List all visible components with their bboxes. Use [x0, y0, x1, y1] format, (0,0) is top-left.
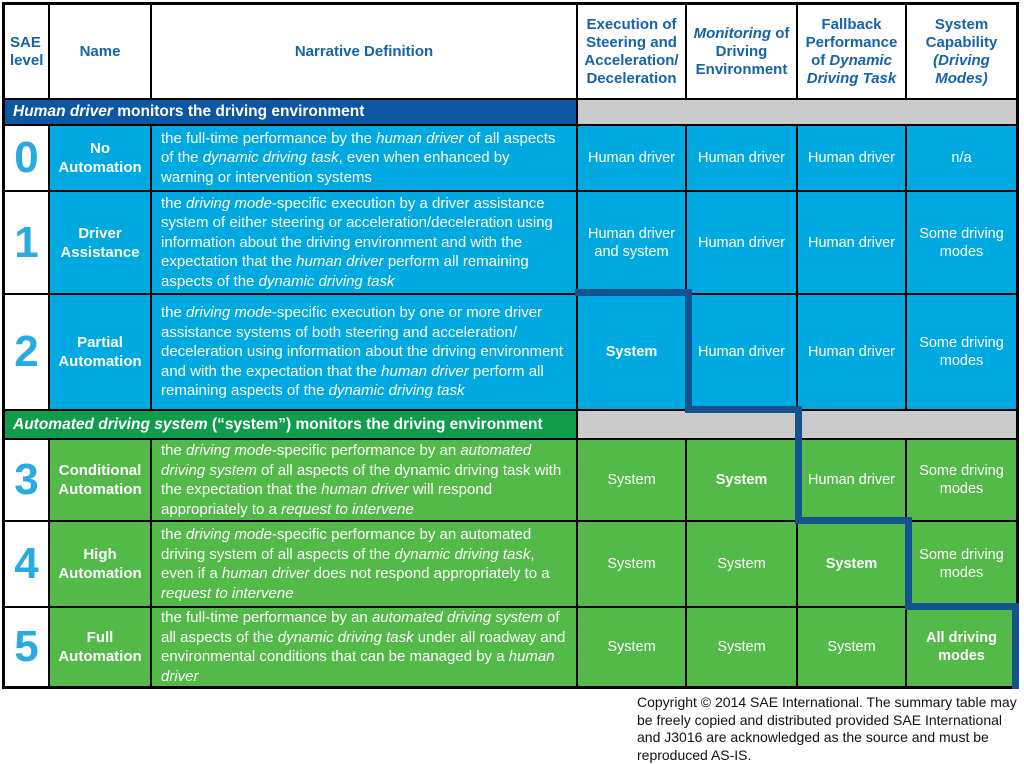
cell-fallback-5: System: [798, 608, 905, 686]
step-line-h1: [575, 289, 692, 296]
narrative-4: the driving mode-specific performance by an automated driving system of all aspects of the dynamic driving task, even if a human driver does not respond appropriately to a request to intervene: [152, 522, 576, 606]
copyright-notice: Copyright © 2014 SAE International. The summary table may be freely copied and distributed provided SAE International and J3016 are acknowledged as the source and must be reproduced AS-IS.: [637, 694, 1017, 763]
narrative-3: the driving mode-specific performance by an automated driving system of all aspects of the dynamic driving task with the expectation that the human driver will respond appropriately to a request to intervene: [152, 440, 576, 520]
level-number-5: 5: [5, 608, 48, 686]
cell-monitoring-3: System: [687, 440, 796, 520]
cell-execution-3: System: [578, 440, 685, 520]
cell-execution-0: Human driver: [578, 126, 685, 190]
header-execution: Execution of Steering and Acceleration/ Deceleration: [578, 5, 685, 98]
level-number-4: 4: [5, 522, 48, 606]
step-line-v2: [795, 406, 802, 524]
cell-monitoring-0: Human driver: [687, 126, 796, 190]
section-band-human-driver: Human driver monitors the driving environment: [5, 100, 576, 124]
narrative-5: the full-time performance by an automated driving system of all aspects of the dynamic driving task under all roadway and environmental conditions that can be managed by a human driver: [152, 608, 576, 686]
cell-monitoring-4: System: [687, 522, 796, 606]
cell-execution-4: System: [578, 522, 685, 606]
section-band-gray-top: [578, 100, 1016, 124]
header-narrative-definition: Narrative Definition: [152, 5, 576, 98]
step-line-v1: [685, 289, 692, 413]
step-line-v3: [905, 517, 912, 610]
cell-monitoring-2: Human driver: [687, 295, 796, 409]
header-monitoring: Monitoring of Driving Environment: [687, 5, 796, 98]
narrative-2: the driving mode-specific execution by one or more driver assistance systems of both steering and acceleration/ deceleration using information about the driving environment and with the expectation that the human driver perform all remaining aspects of the dynamic driving task: [152, 295, 576, 409]
cell-execution-5: System: [578, 608, 685, 686]
narrative-1: the driving mode-specific execution by a driver assistance system of either steering or acceleration/deceleration using information about the driving environment and with the expectation that the human driver perform all remaining aspects of the dynamic driving task: [152, 192, 576, 293]
cell-capability-3: Some driving modes: [907, 440, 1016, 520]
level-name-1: Driver Assistance: [50, 192, 150, 293]
cell-fallback-1: Human driver: [798, 192, 905, 293]
cell-fallback-3: Human driver: [798, 440, 905, 520]
cell-capability-1: Some driving modes: [907, 192, 1016, 293]
cell-capability-5: All driving modes: [907, 608, 1016, 686]
sae-levels-table: [2, 2, 1019, 689]
narrative-0: the full-time performance by the human driver of all aspects of the dynamic driving task, even when enhanced by warning or intervention systems: [152, 126, 576, 190]
cell-monitoring-1: Human driver: [687, 192, 796, 293]
level-number-2: 2: [5, 295, 48, 409]
level-name-5: Full Automation: [50, 608, 150, 686]
level-number-1: 1: [5, 192, 48, 293]
header-fallback: Fallback Performance of Dynamic Driving Task: [798, 5, 905, 98]
section-band-automated-system: Automated driving system (“system”) monitors the driving environment: [5, 411, 576, 438]
step-line-h4: [905, 603, 1019, 610]
header-sae-level: SAE level: [5, 5, 48, 98]
cell-capability-0: n/a: [907, 126, 1016, 190]
level-number-0: 0: [5, 126, 48, 190]
header-system-capability: System Capability (Driving Modes): [907, 5, 1016, 98]
cell-execution-2: System: [578, 295, 685, 409]
level-name-3: Conditional Automation: [50, 440, 150, 520]
header-name: Name: [50, 5, 150, 98]
level-name-2: Partial Automation: [50, 295, 150, 409]
step-line-v4: [1012, 603, 1019, 689]
cell-capability-2: Some driving modes: [907, 295, 1016, 409]
cell-fallback-2: Human driver: [798, 295, 905, 409]
cell-fallback-0: Human driver: [798, 126, 905, 190]
step-line-h3: [795, 517, 912, 524]
cell-execution-1: Human driver and system: [578, 192, 685, 293]
cell-capability-4: Some driving modes: [907, 522, 1016, 606]
step-line-h2: [685, 406, 802, 413]
level-name-0: No Automation: [50, 126, 150, 190]
level-name-4: High Automation: [50, 522, 150, 606]
level-number-3: 3: [5, 440, 48, 520]
cell-fallback-4: System: [798, 522, 905, 606]
cell-monitoring-5: System: [687, 608, 796, 686]
